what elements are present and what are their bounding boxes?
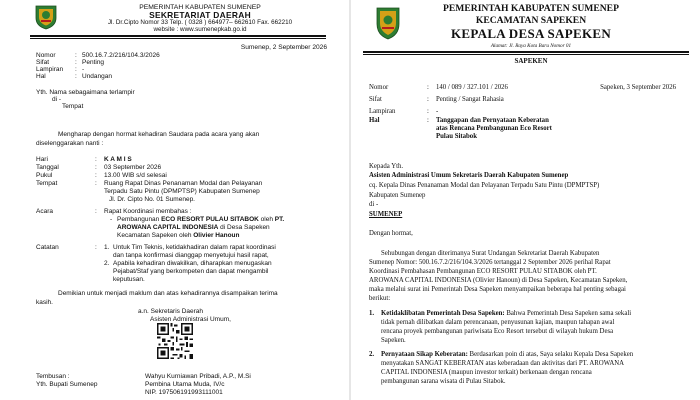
detail-colon: :: [95, 156, 97, 163]
recipient-kepada: Kepada Yth.: [369, 163, 404, 170]
detail-colon: :: [95, 244, 97, 251]
catatan-item-1-cont: dan tanpa konfirmasi dianggap menyetujui hasil rapat,: [113, 252, 269, 259]
header-office: KEPALA DESA SAPEKEN: [450, 26, 612, 41]
acara-bullet: -: [110, 216, 113, 223]
detail-label-tanggal: Tanggal: [36, 164, 59, 171]
detail-value-tempat: Ruang Rapat Dinas Penanaman Modal dan Pelayanan: [104, 180, 263, 187]
detail-label-acara: Acara: [36, 208, 53, 215]
meta-value-sifat: Penting / Sangat Rahasia: [436, 96, 504, 103]
meta-colon: :: [75, 73, 77, 80]
point-2-line: CAPITAL INDONESIA (maupun investor terkait) berkenaan dengan rencana: [381, 369, 592, 376]
meta-value-hal-cont: atas Rencana Pembangunan Eco Resort: [436, 125, 552, 132]
detail-value-tempat-cont: Terpadu Satu Pintu (DPMPTSP) Kabupaten Sumenep: [104, 188, 260, 195]
header-government: PEMERINTAH KABUPATEN SUMENEP: [139, 4, 261, 11]
catatan-item-2-cont: Pejabat/Staf yang berkompeten dan dapat mengambil: [113, 268, 269, 275]
letter-type: SAPEKEN: [514, 57, 548, 65]
point-1-line: Sapeken.: [381, 337, 406, 344]
detail-value-tempat-address: Jl. Dr. Cipto No. 01 Sumenep.: [109, 196, 195, 203]
detail-value-hari: K A M I S: [104, 156, 132, 163]
recipient-line: Yth. Nama sebagaimana terlampir: [36, 89, 135, 96]
meta-value-lampiran: -: [82, 66, 85, 73]
qr-code-signature-icon: [157, 323, 193, 359]
header-website: website : www.sumenepkab.go.id: [153, 26, 247, 33]
recipient-cq: cq. Kepala Dinas Penanaman Modal dan Pelayanan Terpadu Satu Pintu (DPMPTSP): [369, 182, 600, 189]
detail-colon: :: [95, 172, 97, 179]
sumenep-regency-emblem-icon: [33, 4, 59, 30]
detail-value-acara: Rapat Koordinasi membahas :: [104, 208, 192, 215]
meta-label-lampiran: Lampiran: [36, 66, 64, 73]
tembusan-label: Tembusan :: [36, 373, 70, 380]
detail-colon: :: [95, 180, 97, 187]
recipient-di: di -: [369, 201, 379, 208]
acara-item: Pembangunan ECO RESORT PULAU SITABOK oleh PT.: [117, 216, 285, 223]
meta-label-sifat: Sifat: [369, 96, 382, 103]
invitation-letter: [0, 0, 349, 400]
body-paragraph-line: AROWANA CAPITAL INDONESIA (Olivier Hanoun) di Desa Sapeken, Kecamatan Sapeken,: [369, 277, 628, 284]
acara-item-cont: AROWANA CAPITAL INDONESIA di Desa Sapeken: [117, 224, 270, 231]
signature-name: Wahyu Kurniawan Pribadi, A.P., M.Si: [145, 373, 251, 380]
point-number-1: 1.: [369, 310, 375, 317]
tembusan-recipient: Yth. Bupati Sumenep: [36, 381, 98, 388]
detail-label-catatan: Catatan: [36, 244, 59, 251]
recipient-di: di -: [52, 96, 62, 103]
detail-value-tanggal: 03 September 2026: [104, 164, 162, 171]
meta-label-nomor: Nomor: [369, 84, 389, 91]
greeting: Dengan hormat,: [369, 230, 413, 237]
detail-colon: :: [95, 208, 97, 215]
meta-label-lampiran: Lampiran: [369, 108, 396, 115]
header-address: Jl. Dr.Cipto Nomor 33 Telp. ( 0328 ) 664977– 662610 Fax. 662210: [107, 19, 293, 26]
meta-value-hal: Tanggapan dan Pernyataan Keberatan: [436, 117, 549, 124]
meta-label-nomor: Nomor: [36, 52, 56, 59]
point-2-line: menyatakan SANGAT KEBERATAN atas keberadaan dan aktivitas dari PT. AROWANA: [381, 360, 625, 367]
acara-item-cont2: Kecamatan Sapeken oleh Olivier Hanoun: [117, 232, 240, 239]
detail-value-pukul: 13.00 WIB s/d selesai: [104, 172, 167, 179]
place-date: Sumenep, 2 September 2026: [240, 44, 327, 51]
header-rule-thin: [30, 38, 326, 39]
header-rule: [30, 35, 326, 37]
recipient-name: Asisten Administrasi Umum Sekretaris Daerah Kabupaten Sumenep: [369, 172, 569, 179]
body-paragraph: Sehubungan dengan diterimanya Surat Undangan Sekretariat Daerah Kabupaten: [381, 250, 600, 257]
detail-label-pukul: Pukul: [36, 172, 53, 179]
point-2-line: pembangunan sarana wisata di Pulau Sitabok.: [381, 378, 506, 385]
meta-label-sifat: Sifat: [36, 59, 50, 66]
opening-paragraph: Mengharap dengan hormat kehadiran Saudara pada acara yang akan: [58, 131, 260, 138]
header-rule-thin: [363, 54, 689, 55]
place-date: Sapeken, 3 September 2026: [600, 84, 676, 91]
point-1: Ketidaklibatan Pemerintah Desa Sapeken: Bahwa Pemerintah Desa Sapeken sama sekali: [381, 310, 632, 317]
opening-paragraph-cont: diselenggarakan nanti :: [36, 140, 104, 147]
point-1-line: rencana proyek pembangunan pariwisata Eco Resort tersebut di wilayah hukum Desa: [381, 328, 614, 335]
header-address: Alamat: Jl. Raya Kota Baru Nomor 01: [490, 43, 572, 49]
detail-label-tempat: Tempat: [36, 180, 58, 187]
meta-label-hal: Hal: [36, 73, 46, 80]
recipient-place: Tempat: [62, 103, 84, 110]
catatan-item-2-cont2: keputusan.: [113, 276, 145, 283]
point-2: Pernyataan Sikap Keberatan: Berdasarkan poin di atas, Saya selaku Kepala Desa Sapeken: [381, 351, 634, 358]
meta-colon: :: [427, 117, 429, 124]
catatan-item-1: Untuk Tim Teknis, ketidakhadiran dalam rapat koordinasi: [113, 244, 276, 251]
objection-letter: [351, 0, 700, 400]
body-paragraph-line: maka melalui surat ini Pemerintah Desa Sapeken menyampaikan beberapa hal penting sebagai: [369, 286, 626, 293]
closing-paragraph-cont: kasih.: [36, 299, 53, 306]
body-paragraph-line: berikut:: [369, 295, 391, 302]
meta-colon: :: [427, 84, 429, 91]
signature-on-behalf: a.n. Sekretaris Daerah: [138, 308, 204, 315]
catatan-number-1: 1.: [104, 244, 110, 251]
catatan-number-2: 2.: [104, 260, 110, 267]
meta-colon: :: [427, 96, 429, 103]
signature-role: Asisten Administrasi Umum,: [150, 316, 231, 323]
body-paragraph-line: Koordinasi Pembahasan Pembangunan ECO RESORT PULAU SITABOK oleh PT.: [369, 268, 597, 275]
catatan-item-2: Apabila kehadiran diwakilkan, diharapkan menugaskan: [113, 260, 272, 267]
header-rule: [363, 51, 689, 53]
meta-colon: :: [75, 66, 77, 73]
header-government: PEMERINTAH KABUPATEN SUMENEP: [443, 3, 619, 14]
meta-value-nomor: 140 / 089 / 327.101 / 2026: [436, 84, 508, 91]
meta-value-hal-cont2: Pulau Sitabok: [436, 133, 477, 140]
header-district: KECAMATAN SAPEKEN: [475, 15, 587, 26]
point-number-2: 2.: [369, 351, 375, 358]
recipient-place: SUMENEP: [369, 211, 403, 218]
meta-colon: :: [75, 59, 77, 66]
body-paragraph-line: Sumenep Nomor: 500.16.7.2/216/104.3/2026 tertanggal 2 September 2026 perihal Rapat: [369, 259, 611, 266]
header-office: SEKRETARIAT DAERAH: [149, 10, 251, 20]
closing-paragraph: Demikian untuk menjadi maklum dan atas kehadirannya disampaikan terima: [58, 290, 278, 297]
meta-value-lampiran: -: [436, 108, 439, 115]
signature-nip: NIP. 197506191993111001: [145, 389, 223, 396]
meta-label-hal: Hal: [369, 117, 380, 124]
meta-value-sifat: Penting: [82, 59, 105, 66]
recipient-regency: Kabupaten Sumenep: [369, 192, 426, 199]
meta-colon: :: [427, 108, 429, 115]
signature-rank: Pembina Utama Muda, IV/c: [145, 381, 225, 388]
meta-value-hal: Undangan: [82, 73, 112, 80]
point-1-line: tidak pernah dilibatkan dalam perencanaan, penyusunan kajian, maupun tahapan awal: [381, 319, 615, 326]
detail-colon: :: [95, 164, 97, 171]
meta-colon: :: [75, 52, 77, 59]
detail-label-hari: Hari: [36, 156, 48, 163]
meta-value-nomor: 500.16.7.2/216/104.3/2026: [82, 52, 160, 59]
